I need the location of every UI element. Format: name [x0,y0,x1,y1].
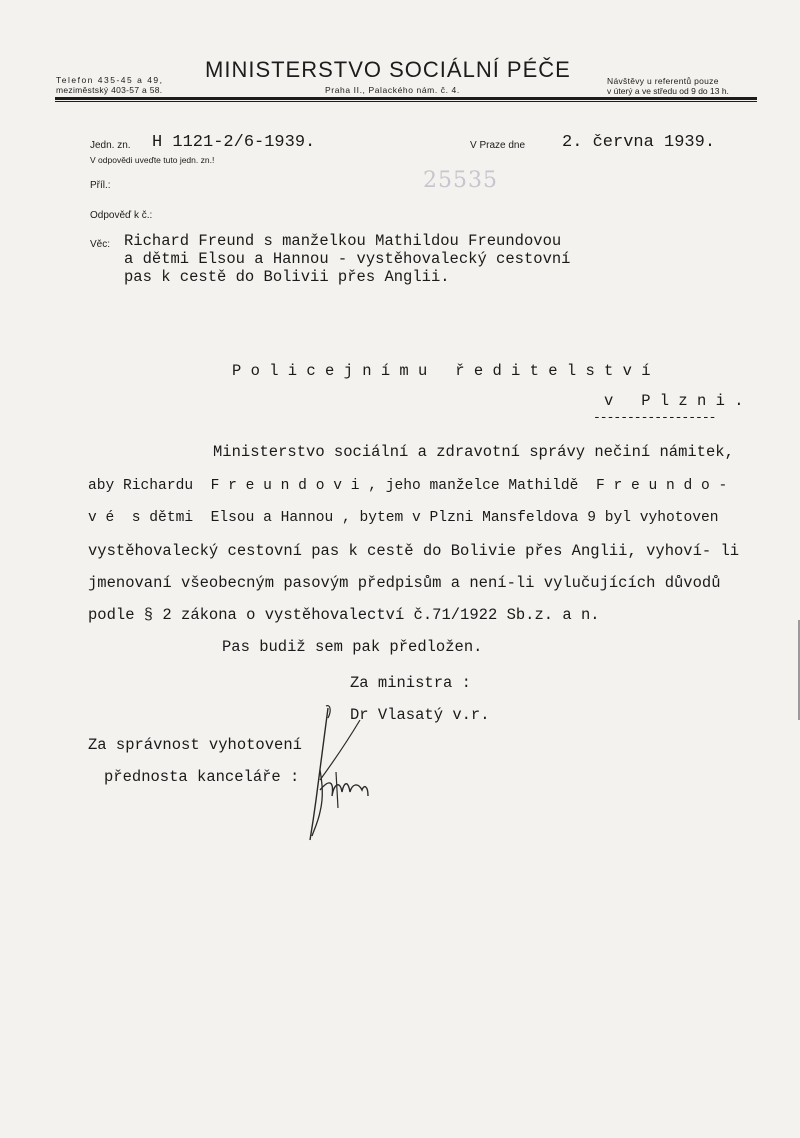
header-phone-line2: meziměstský 403-57 a 58. [56,85,163,95]
accuracy-line-1: Za správnost vyhotovení [88,736,302,754]
visiting-hours-line2: v úterý a ve středu od 9 do 13 h. [607,86,729,96]
letterhead-rule-thick [55,97,757,100]
addressee-underline: ------------------ [593,410,716,425]
subject-label: Věc: [90,239,111,250]
body-line-5: jmenovaní všeobecným pasovým předpisům a není-li vylučujících důvodů [88,574,721,592]
body-line-1: Ministerstvo sociální a zdravotní správy nečiní námitek, [213,443,734,461]
ministry-title: MINISTERSTVO SOCIÁLNÍ PÉČE [205,57,571,82]
ministry-address: Praha II., Palackého nám. č. 4. [325,85,460,95]
attachments-label: Příl.: [90,180,111,191]
body-line-7: Pas budiž sem pak předložen. [222,638,483,656]
reference-label: Jedn. zn. [90,140,131,151]
handwritten-signature [290,700,390,850]
accuracy-line-2: přednosta kanceláře : [104,768,300,786]
body-line-6: podle § 2 zákona o vystěhovalectví č.71/1922 Sb.z. a n. [88,606,600,624]
date-label: V Praze dne [470,140,526,151]
body-line-2: aby Richardu F r e u n d o v i , jeho manželce Mathildě F r e u n d o - [88,478,728,494]
reference-note: V odpovědi uveďte tuto jedn. zn.! [90,155,215,165]
subject-line-1: Richard Freund s manželkou Mathildou Freundovou [124,232,562,250]
body-line-4: vystěhovalecký cestovní pas k cestě do Bolivie přes Anglii, vyhoví- li [88,542,740,560]
visiting-hours-line1: Návštěvy u referentů pouze [607,76,719,86]
subject-line-3: pas k cestě do Bolivii přes Anglii. [124,268,450,286]
addressee-line-2: v P l z n i . [604,392,744,410]
subject-line-2: a dětmi Elsou a Hannou - vystěhovalecký cestovní [124,250,571,268]
addressee-line-1: P o l i c e j n í m u ř e d i t e l s t v í [232,362,651,380]
registry-stamp: 25535 [423,168,498,193]
document-date: 2. června 1939. [562,133,716,152]
reference-number: H 1121-2/6-1939. [152,133,316,152]
letterhead-rule-thin [55,101,757,102]
reply-label: Odpověď k č.: [90,210,153,221]
for-minister: Za ministra : [350,674,471,692]
body-line-3: v é s dětmi Elsou a Hannou , bytem v Plzni Mansfeldova 9 byl vyhotoven [88,510,719,526]
signer-name: Dr Vlasatý v.r. [350,706,490,724]
header-phone-line1: Telefon 435-45 a 49, [56,75,164,85]
